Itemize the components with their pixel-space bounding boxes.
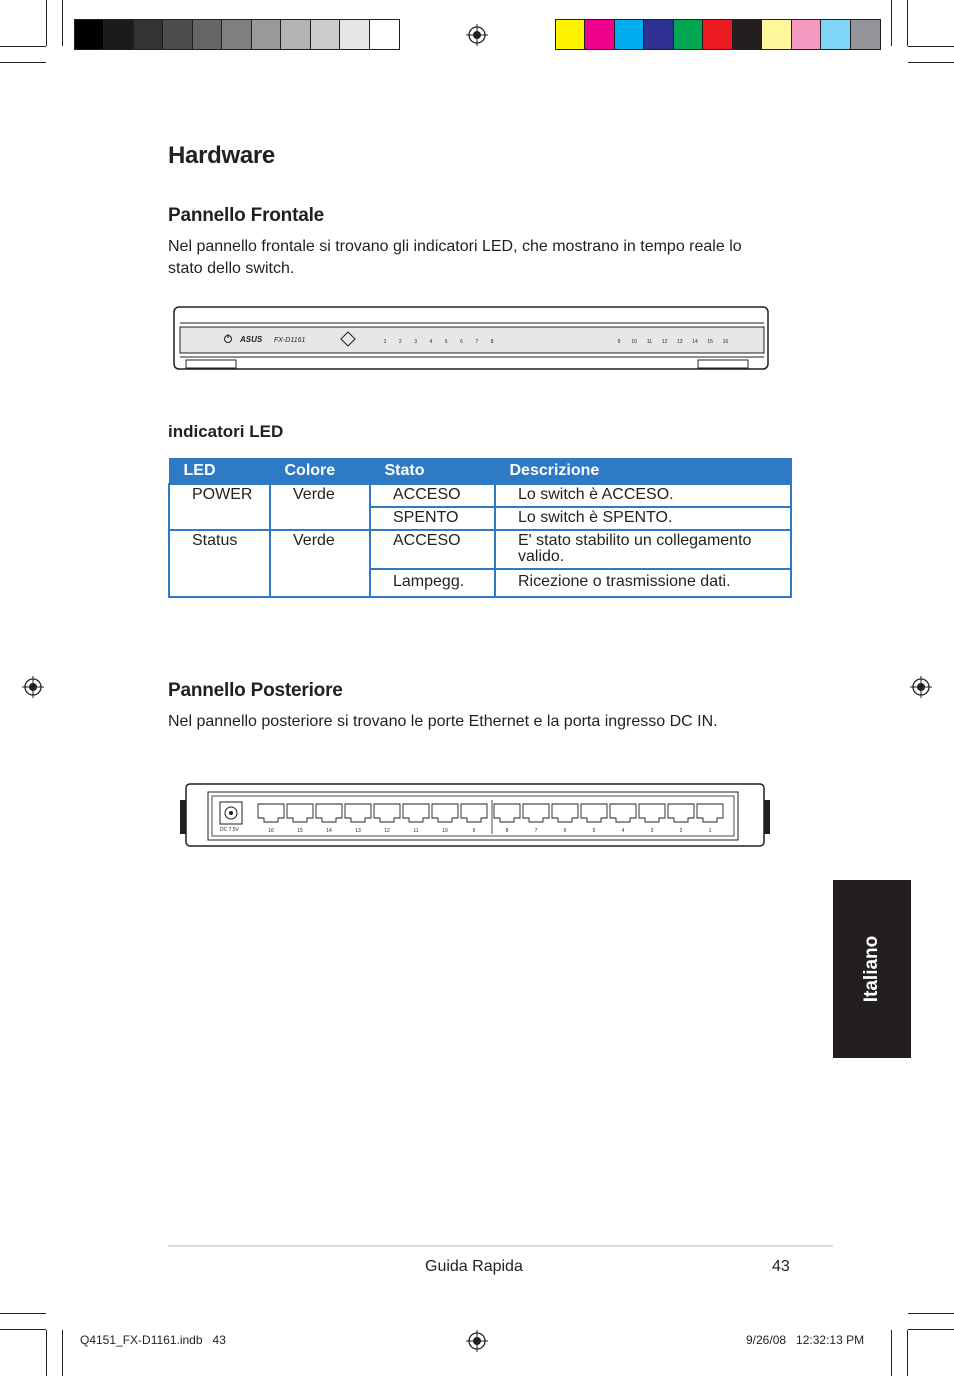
ethernet-port-number: 6: [563, 828, 567, 834]
front-port-number: 4: [429, 339, 433, 345]
header-stato: Stato: [370, 459, 495, 485]
crop-mark: [62, 1330, 63, 1376]
dc-in-port-icon: [220, 802, 242, 824]
table-row: [169, 530, 791, 569]
front-port-number: 5: [444, 339, 448, 345]
led-desc-cell: E' stato stabilito un collegamento valido.: [495, 530, 791, 569]
calibration-swatch: [615, 20, 644, 49]
front-panel-text-line2: stato dello switch.: [168, 260, 295, 277]
ethernet-port-number: 5: [592, 828, 596, 834]
led-heading: indicatori LED: [168, 422, 284, 441]
calibration-swatch: [281, 20, 310, 49]
led-color-cell: Verde: [270, 484, 370, 530]
calibration-swatch: [252, 20, 281, 49]
led-desc-cell: Lo switch è ACCESO.: [495, 484, 791, 507]
ethernet-port-number: 9: [472, 828, 476, 834]
calibration-swatch: [733, 20, 762, 49]
calibration-swatch: [792, 20, 821, 49]
crop-mark: [907, 1330, 908, 1376]
header-colore: Colore: [270, 459, 370, 485]
table-header-row: [169, 459, 791, 485]
footer-label: Guida Rapida: [425, 1258, 523, 1275]
device-model-label: FX-D1161: [274, 337, 306, 344]
led-state-cell: Lampegg.: [370, 569, 495, 597]
ethernet-port-number: 7: [534, 828, 538, 834]
ethernet-port-number: 4: [621, 828, 625, 834]
calibration-swatch: [370, 20, 399, 49]
calibration-swatch: [762, 20, 791, 49]
page-title: Hardware: [168, 142, 275, 169]
calibration-swatch: [311, 20, 340, 49]
header-descrizione: Descrizione: [495, 459, 791, 485]
calibration-swatch: [340, 20, 369, 49]
crop-mark: [62, 0, 63, 46]
crop-mark: [908, 46, 954, 47]
calibration-swatch: [163, 20, 192, 49]
calibration-swatch: [585, 20, 614, 49]
dc-in-label: DC 7.5V: [220, 827, 239, 833]
ethernet-port-number: 2: [679, 828, 683, 834]
led-state-cell: ACCESO: [370, 530, 495, 569]
crop-mark: [891, 1330, 892, 1376]
calibration-swatch: [134, 20, 163, 49]
led-state-cell: ACCESO: [370, 484, 495, 507]
led-table: [168, 458, 792, 598]
crop-mark: [0, 1313, 46, 1314]
registration-mark-icon: [466, 24, 488, 46]
front-port-number: 1: [383, 339, 387, 345]
slug-file: Q4151_FX-D1161.indb 43: [80, 1333, 226, 1347]
rear-panel-illustration: [180, 782, 770, 850]
grayscale-calibration-bar: [74, 19, 400, 50]
led-state-cell: SPENTO: [370, 507, 495, 530]
registration-mark-icon: [466, 1330, 488, 1352]
page-number: 43: [772, 1258, 790, 1275]
crop-mark: [908, 1329, 954, 1330]
calibration-swatch: [75, 20, 104, 49]
registration-mark-icon: [910, 676, 932, 698]
calibration-swatch: [222, 20, 251, 49]
front-panel-illustration: [172, 305, 772, 375]
calibration-swatch: [851, 20, 880, 49]
front-port-number: 2: [398, 339, 402, 345]
front-panel-heading: Pannello Frontale: [168, 205, 325, 226]
crop-mark: [907, 0, 908, 46]
header-led: LED: [169, 459, 270, 485]
crop-mark: [46, 0, 47, 46]
crop-mark: [908, 1313, 954, 1314]
calibration-swatch: [644, 20, 673, 49]
language-tab: [833, 880, 911, 1058]
device-brand-logo: ASUS: [240, 335, 263, 344]
front-port-number: 7: [475, 339, 479, 345]
crop-mark: [0, 62, 46, 63]
color-calibration-bar: [555, 19, 881, 50]
crop-mark: [0, 1329, 46, 1330]
front-port-number: 13: [677, 339, 683, 345]
ethernet-port-number: 1: [708, 828, 712, 834]
crop-mark: [908, 62, 954, 63]
front-port-number: 9: [617, 339, 621, 345]
ethernet-port-number: 14: [326, 828, 332, 834]
calibration-swatch: [104, 20, 133, 49]
front-panel-text-line1: Nel pannello frontale si trovano gli indicatori LED, che mostrano in tempo reale lo: [168, 238, 742, 255]
front-port-number: 6: [460, 339, 463, 345]
rear-panel-text: Nel pannello posteriore si trovano le porte Ethernet e la porta ingresso DC IN.: [168, 713, 718, 730]
calibration-swatch: [674, 20, 703, 49]
front-port-number: 12: [661, 339, 668, 345]
front-port-number: 16: [722, 339, 729, 345]
ethernet-port-number: 16: [268, 828, 274, 834]
calibration-swatch: [193, 20, 222, 49]
led-desc-cell: Ricezione o trasmissione dati.: [495, 569, 791, 597]
front-port-number: 14: [692, 339, 698, 345]
front-port-number: 15: [707, 339, 713, 345]
front-port-number: 8: [490, 339, 494, 345]
ethernet-port-number: 11: [413, 828, 419, 834]
crop-mark: [891, 0, 892, 46]
slug-date: 9/26/08 12:32:13 PM: [746, 1333, 865, 1347]
ethernet-port-number: 15: [297, 828, 303, 834]
language-tab-label: Italiano: [861, 935, 882, 1003]
table-row: [169, 484, 791, 507]
front-port-number: 3: [414, 339, 417, 345]
crop-mark: [46, 1330, 47, 1376]
rear-panel-heading: Pannello Posteriore: [168, 680, 343, 701]
registration-mark-icon: [22, 676, 44, 698]
ethernet-port-number: 13: [355, 828, 361, 834]
led-name-cell: Status: [169, 530, 270, 597]
calibration-swatch: [821, 20, 850, 49]
ethernet-port-number: 12: [384, 828, 390, 834]
front-port-number: 10: [631, 339, 637, 345]
led-color-cell: Verde: [270, 530, 370, 597]
front-port-number: 11: [646, 339, 653, 345]
footer-divider: [168, 1245, 833, 1247]
led-desc-cell: Lo switch è SPENTO.: [495, 507, 791, 530]
calibration-swatch: [556, 20, 585, 49]
led-name-cell: POWER: [169, 484, 270, 530]
ethernet-port-number: 10: [442, 828, 448, 834]
calibration-swatch: [703, 20, 732, 49]
ethernet-port-number: 3: [650, 828, 654, 834]
ethernet-port-number: 8: [505, 828, 509, 834]
crop-mark: [0, 46, 46, 47]
